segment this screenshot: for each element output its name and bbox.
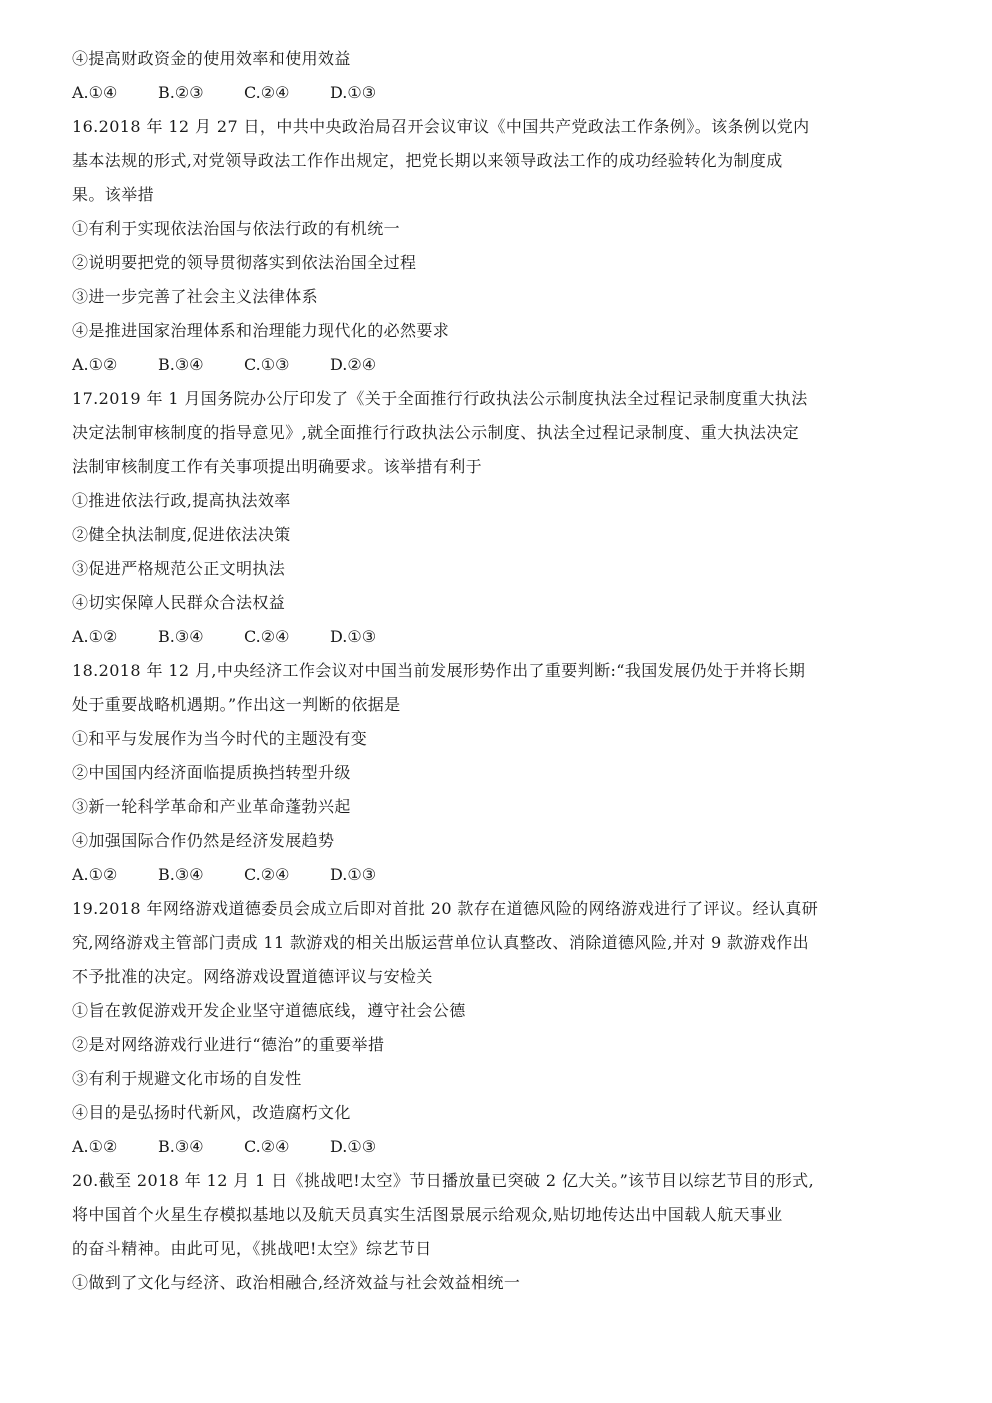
q17-option-d: D.①③ — [330, 627, 377, 646]
q19-option-b: B.③④ — [158, 1137, 204, 1156]
q15-item-4: ④提高财政资金的使用效率和使用效益 — [72, 49, 351, 68]
q17-stem-line: 决定法制审核制度的指导意见》,就全面推行行政执法公示制度、执法全过程记录制度、重大执法决定 — [72, 423, 800, 442]
q18-stem-line: 处于重要战略机遇期。”作出这一判断的依据是 — [72, 695, 401, 714]
q16-option-a: A.①② — [72, 355, 118, 374]
q20-stem-line: 将中国首个火星生存模拟基地以及航天员真实生活图景展示给观众,贴切地传达出中国载人航天事业 — [72, 1205, 783, 1224]
q18-option-c: C.②④ — [244, 865, 290, 884]
q17-item-4: ④切实保障人民群众合法权益 — [72, 593, 286, 612]
q19-options — [72, 1137, 472, 1157]
q20-stem-line: 的奋斗精神。由此可见，《挑战吧!太空》综艺节日 — [72, 1239, 432, 1258]
q19-item-1: ①旨在敦促游戏开发企业坚守道德底线，遵守社会公德 — [72, 1001, 466, 1020]
q17-option-c: C.②④ — [244, 627, 290, 646]
q18-option-a: A.①② — [72, 865, 118, 884]
q18-item-3: ③新一轮科学革命和产业革命蓬勃兴起 — [72, 797, 351, 816]
q18-option-d: D.①③ — [330, 865, 377, 884]
q16-options — [72, 355, 472, 375]
q19-option-a: A.①② — [72, 1137, 118, 1156]
q17-option-a: A.①② — [72, 627, 118, 646]
q15-option-d: D.①③ — [330, 83, 377, 102]
q19-stem-line: 究,网络游戏主管部门责成 11 款游戏的相关出版运营单位认真整改、消除道德风险,并对 9 款游戏作出 — [72, 933, 810, 952]
q18-item-1: ①和平与发展作为当今时代的主题没有变 — [72, 729, 368, 748]
q20-item-1: ①做到了文化与经济、政治相融合,经济效益与社会效益相统一 — [72, 1273, 521, 1292]
q19-stem-line: 19.2018 年网络游戏道德委员会成立后即对首批 20 款存在道德风险的网络游戏进行了评议。经认真研 — [72, 899, 819, 918]
q18-option-b: B.③④ — [158, 865, 204, 884]
q18-item-2: ②中国国内经济面临提质换挡转型升级 — [72, 763, 351, 782]
q15-option-c: C.②④ — [244, 83, 290, 102]
q16-item-1: ①有利于实现依法治国与依法行政的有机统一 — [72, 219, 401, 238]
q15-option-b: B.②③ — [158, 83, 204, 102]
q15-options — [72, 83, 472, 103]
q19-item-3: ③有利于规避文化市场的自发性 — [72, 1069, 302, 1088]
q19-stem-line: 不予批准的决定。网络游戏设置道德评议与安检关 — [72, 967, 433, 986]
q17-stem-line: 法制审核制度工作有关事项提出明确要求。该举措有利于 — [72, 457, 483, 476]
q16-stem-line: 16.2018 年 12 月 27 日，中共中央政治局召开会议审议《中国共产党政法工作条例》。该条例以党内 — [72, 117, 810, 136]
q17-item-2: ②健全执法制度,促进依法决策 — [72, 525, 291, 544]
q16-stem-line: 果。该举措 — [72, 185, 155, 204]
q17-stem-line: 17.2019 年 1 月国务院办公厅印发了《关于全面推行行政执法公示制度执法全过程记录制度重大执法 — [72, 389, 808, 408]
q17-options — [72, 627, 472, 647]
q16-option-b: B.③④ — [158, 355, 204, 374]
q19-item-2: ②是对网络游戏行业进行“德治”的重要举措 — [72, 1035, 385, 1054]
q16-option-d: D.②④ — [330, 355, 377, 374]
q17-item-1: ①推进依法行政,提高执法效率 — [72, 491, 291, 510]
q16-item-4: ④是推进国家治理体系和治理能力现代化的必然要求 — [72, 321, 450, 340]
q18-item-4: ④加强国际合作仍然是经济发展趋势 — [72, 831, 335, 850]
q16-option-c: C.①③ — [244, 355, 290, 374]
q16-item-3: ③进一步完善了社会主义法律体系 — [72, 287, 319, 306]
q18-stem-line: 18.2018 年 12 月,中央经济工作会议对中国当前发展形势作出了重要判断:“我国发展仍处于并将长期 — [72, 661, 806, 680]
q16-item-2: ②说明要把党的领导贯彻落实到依法治国全过程 — [72, 253, 417, 272]
q19-option-d: D.①③ — [330, 1137, 377, 1156]
q16-stem-line: 基本法规的形式,对党领导政法工作作出规定，把党长期以来领导政法工作的成功经验转化为制度成 — [72, 151, 783, 170]
q18-options — [72, 865, 472, 885]
q19-item-4: ④目的是弘扬时代新风，改造腐朽文化 — [72, 1103, 351, 1122]
q19-option-c: C.②④ — [244, 1137, 290, 1156]
q15-option-a: A.①④ — [72, 83, 118, 102]
q17-item-3: ③促进严格规范公正文明执法 — [72, 559, 286, 578]
q20-stem-line: 20.截至 2018 年 12 月 1 日《挑战吧!太空》节日播放量已突破 2 亿大关。”该节目以综艺节目的形式, — [72, 1171, 815, 1190]
q17-option-b: B.③④ — [158, 627, 204, 646]
